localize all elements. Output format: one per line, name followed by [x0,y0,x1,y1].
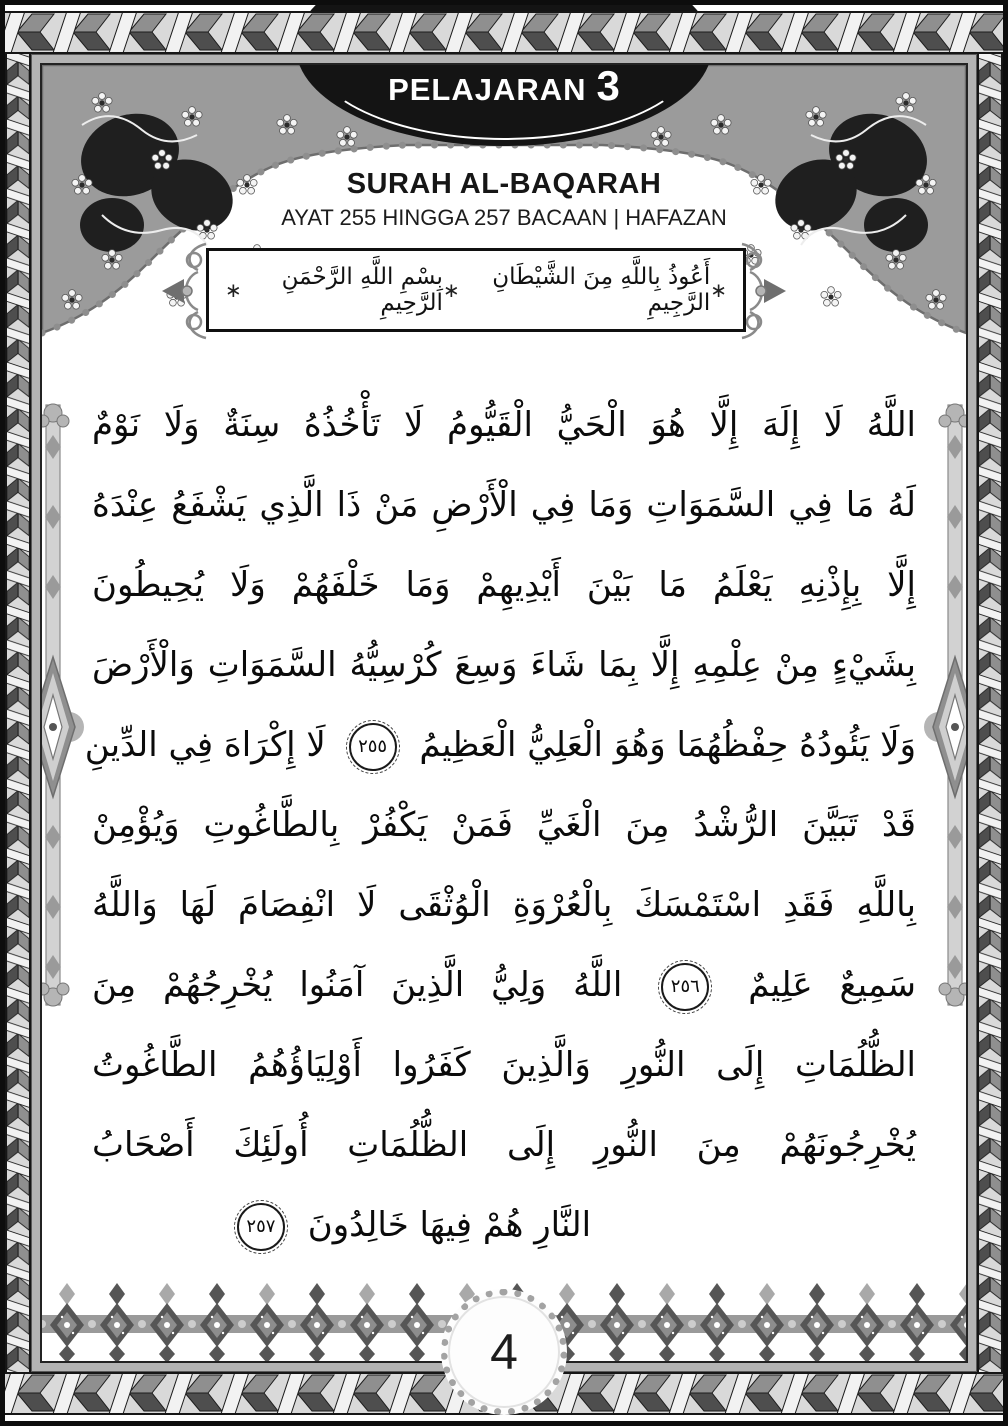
quran-line-5 [84,705,916,785]
page-title: SURAH AL-BAQARAH [346,168,662,200]
quran-line-10 [92,1105,916,1185]
page-subtitle: AYAT 255 HINGGA 257 BACAAN | HAFAZAN [281,205,727,230]
box-flourish-left-icon [158,238,210,344]
lesson-title [388,62,620,146]
border-braid-left [5,54,31,1372]
quran-line-3 [92,545,916,625]
taawwudz-basmalah-box [206,248,746,332]
verse-number-marker: ٢٥٦ [661,963,709,1011]
quran-line-9 [92,1025,916,1105]
quran-text-segment: لَهُ مَا فِي السَّمَوَاتِ وَمَا فِي الْأَرْضِ مَنْ ذَا الَّذِي يَشْفَعُ عِنْدَهُ [92,485,916,525]
quran-line-2 [92,465,916,545]
verse-number-marker: ٢٥٥ [349,723,397,771]
page-number-circle [441,1289,567,1415]
asterisk-separator-icon: ∗ [442,278,460,302]
quran-text-segment: سَمِيعٌ عَلِيمٌ [748,965,917,1005]
quran-text-segment: الظُّلُمَاتِ إِلَى النُّورِ وَالَّذِينَ كَفَرُوا أَوْلِيَاؤُهُمُ الطَّاغُوتُ [92,1045,916,1085]
taawwudz-text: أَعُوذُ بِاللَّهِ مِنَ الشَّيْطَانِ الرَّجِيمِ [492,264,711,316]
page-number: 4 [490,1324,518,1380]
quran-text-segment: إِلَّا بِإِذْنِهِ يَعْلَمُ مَا بَيْنَ أَيْدِيهِمْ وَمَا خَلْفَهُمْ وَلَا يُحِيطُونَ [92,565,916,605]
quran-text-segment: بِاللَّهِ فَقَدِ اسْتَمْسَكَ بِالْعُرْوَةِ الْوُثْقَى لَا انْفِصَامَ لَهَا وَاللَّهُ [92,885,916,925]
quran-text-segment: وَلَا يَئُودُهُ حِفْظُهُمَا وَهُوَ الْعَلِيُّ الْعَظِيمُ [419,725,916,765]
lesson-number: 3 [596,62,620,109]
verse-number-marker: ٢٥٧ [237,1203,285,1251]
asterisk-separator-icon: ∗ [225,278,242,302]
quran-line-1 [92,385,916,465]
quran-text-segment: بِشَيْءٍ مِنْ عِلْمِهِ إِلَّا بِمَا شَاءَ وَسِعَ كُرْسِيُّهُ السَّمَوَاتِ وَالْأَرْضَ [92,645,916,685]
quran-text-segment: اللَّهُ لَا إِلَهَ إِلَّا هُوَ الْحَيُّ الْقَيُّومُ لَا تَأْخُذُهُ سِنَةٌ وَلَا نَوْمٌ [92,405,916,445]
quran-text [42,385,966,1265]
quran-line-6 [92,785,916,865]
basmalah-text: بِسْمِ اللَّهِ الرَّحْمَنِ الرَّحِيمِ [281,264,443,316]
asterisk-separator-icon: ∗ [710,278,727,302]
quran-text-segment: قَدْ تَبَيَّنَ الرُّشْدُ مِنَ الْغَيِّ فَمَنْ يَكْفُرْ بِالطَّاغُوتِ وَيُؤْمِنْ [92,805,916,845]
quran-line-7 [92,865,916,945]
quran-line-4 [92,625,916,705]
quran-text-segment: لَا إِكْرَاهَ فِي الدِّينِ [84,725,326,765]
quran-text-segment: يُخْرِجُونَهُمْ مِنَ النُّورِ إِلَى الظُّلُمَاتِ أُولَئِكَ أَصْحَابُ [92,1125,916,1165]
border-braid-right [977,54,1003,1372]
lesson-label: PELAJARAN [388,72,587,107]
quran-line-8 [92,945,916,1025]
quran-text-segment: اللَّهُ وَلِيُّ الَّذِينَ آمَنُوا يُخْرِجُهُمْ مِنَ [92,965,623,1005]
quran-line-11 [92,1185,724,1265]
border-braid-top [5,11,1003,54]
quran-text-segment: النَّارِ هُمْ فِيهَا خَالِدُونَ [307,1205,592,1245]
